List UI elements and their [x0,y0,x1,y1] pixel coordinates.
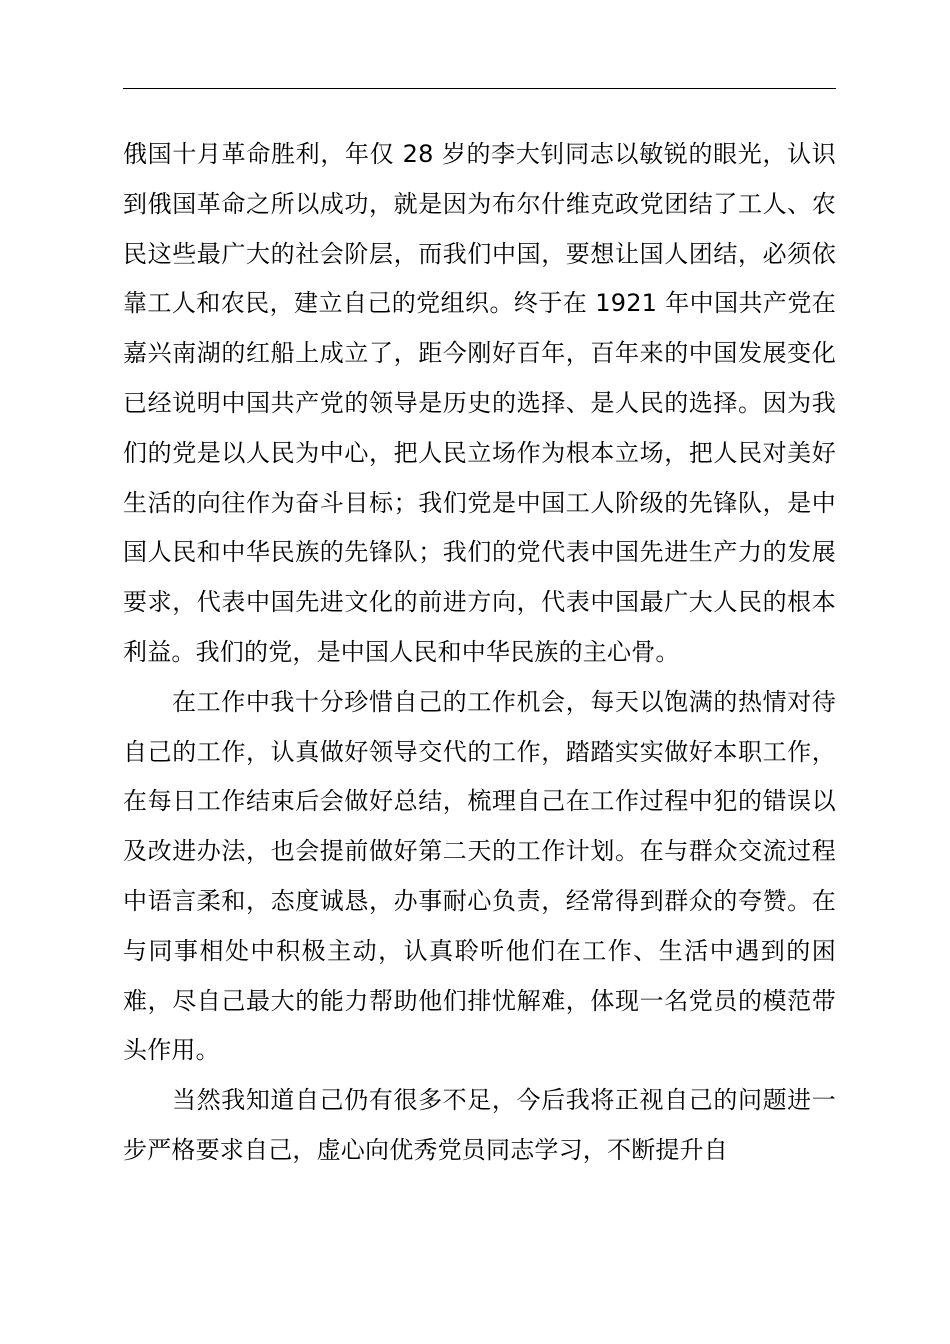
paragraph-1: 俄国十月革命胜利，年仅 28 岁的李大钊同志以敏锐的眼光，认识到俄国革命之所以成功，就是因为布尔什维克政党团结了工人、农民这些最广大的社会阶层，而我们中国，要想让国人团结，必须依靠工人和农民，建立自己的党组织。终于在 1921 年中国共产党在嘉兴南湖的红船上成立了，距今刚好百年，百年来的中国发展变化已经说明中国共产党的领导是历史的选择、是人民的选择。因为我们的党是以人民为中心，把人民立场作为根本立场，把人民对美好生活的向往作为奋斗目标；我们党是中国工人阶级的先锋队，是中国人民和中华民族的先锋队；我们的党代表中国先进生产力的发展要求，代表中国先进文化的前进方向，代表中国最广大人民的根本利益。我们的党，是中国人民和中华民族的主心骨。 [123,140,836,666]
document-body [123,130,836,1176]
paragraph-2: 在工作中我十分珍惜自己的工作机会，每天以饱满的热情对待自己的工作，认真做好领导交代的工作，踏踏实实做好本职工作，在每日工作结束后会做好总结，梳理自己在工作过程中犯的错误以及改进办法，也会提前做好第二天的工作计划。在与群众交流过程中语言柔和，态度诚恳，办事耐心负责，经常得到群众的夸赞。在与同事相处中积极主动，认真聆听他们在工作、生活中遇到的困难，尽自己最大的能力帮助他们排忧解难，体现一名党员的模范带头作用。 [123,687,836,1065]
paragraph-3: 当然我知道自己仍有很多不足，今后我将正视自己的问题进一步严格要求自己，虚心向优秀党员同志学习，不断提升自 [123,1086,836,1164]
header-rule [123,88,836,89]
